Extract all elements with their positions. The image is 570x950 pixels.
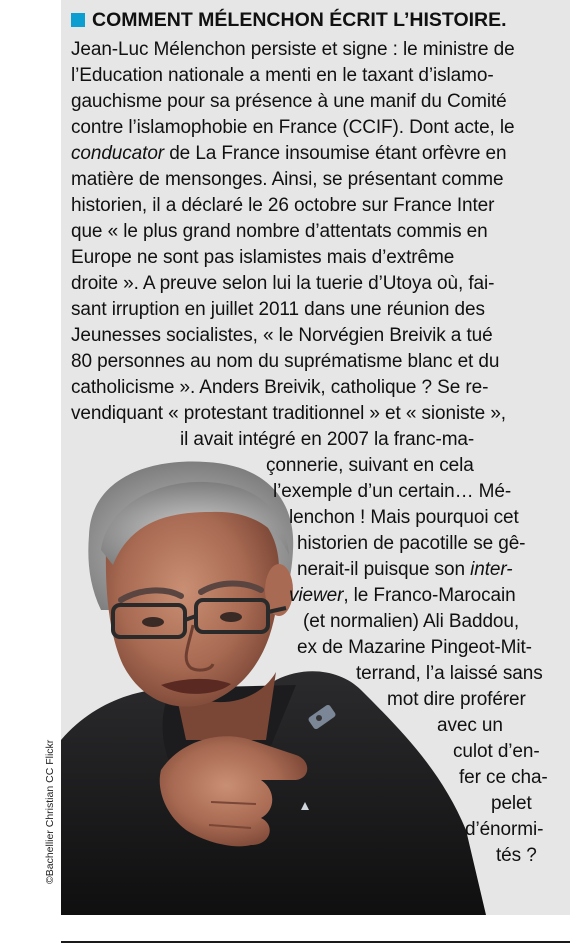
body-line: droite ». A preuve selon lui la tuerie d’Utoya où, fai- [71,273,495,294]
body-text: nerait-il puisque son [297,559,465,580]
body-line: (et normalien) Ali Baddou, [303,611,520,632]
bottom-divider [61,941,570,943]
italic-word: viewer [289,585,344,606]
article-headline [71,8,507,32]
body-line: Jeunesses socialistes, « le Norvégien Breivik a tué [71,325,493,346]
body-line: l’exemple d’un certain… Mé- [273,481,512,502]
body-line: il avait intégré en 2007 la franc-ma- [180,429,475,450]
body-line: sant irruption en juillet 2011 dans une réunion des [71,299,485,320]
body-line: culot d’en- [453,741,540,762]
body-line: mot dire proférer [387,689,526,710]
italic-word: inter- [470,559,513,580]
body-line: l’Education nationale a menti en le taxant d’islamo- [71,65,494,86]
body-line: contre l’islamophobie en France (CCIF). Dont acte, le [71,117,515,138]
body-text: de La France insoumise étant orfèvre en [169,143,507,164]
body-line: Jean-Luc Mélenchon persiste et signe : le ministre de [71,39,515,60]
body-line: lenchon ! Mais pourquoi cet [289,507,519,528]
body-line: vendiquant « protestant traditionnel » et « sioniste », [71,403,506,424]
body-line: matière de mensonges. Ainsi, se présentant comme [71,169,504,190]
body-line [71,142,506,166]
italic-word: conducator [71,143,165,164]
body-line: 80 personnes au nom du suprématisme blanc et du [71,351,500,372]
body-line: tés ? [496,845,537,866]
body-line: historien, il a déclaré le 26 octobre sur France Inter [71,195,495,216]
body-line: historien de pacotille se gê- [297,533,526,554]
body-line: Europe ne sont pas islamistes mais d’extrême [71,247,455,268]
body-line [297,558,513,582]
body-line: ex de Mazarine Pingeot-Mit- [297,637,532,658]
body-line: que « le plus grand nombre d’attentats commis en [71,221,488,242]
body-line: fer ce cha- [459,767,548,788]
body-line: çonnerie, suivant en cela [266,455,474,476]
headline-square-icon [71,13,85,27]
body-line: catholicisme ». Anders Breivik, catholique ? Se re- [71,377,489,398]
photo-credit: ©Bachellier Christian CC Flickr [44,739,56,884]
body-line: pelet [491,793,532,814]
body-line: terrand, l’a laissé sans [356,663,543,684]
body-line: gauchisme pour sa présence à une manif du Comité [71,91,507,112]
body-line: d’énormi- [465,819,544,840]
body-line: avec un [437,715,503,736]
headline-text: COMMENT MÉLENCHON ÉCRIT L’HISTOIRE. [92,9,507,31]
body-line [289,584,516,608]
body-text: , le Franco-Marocain [343,585,516,606]
